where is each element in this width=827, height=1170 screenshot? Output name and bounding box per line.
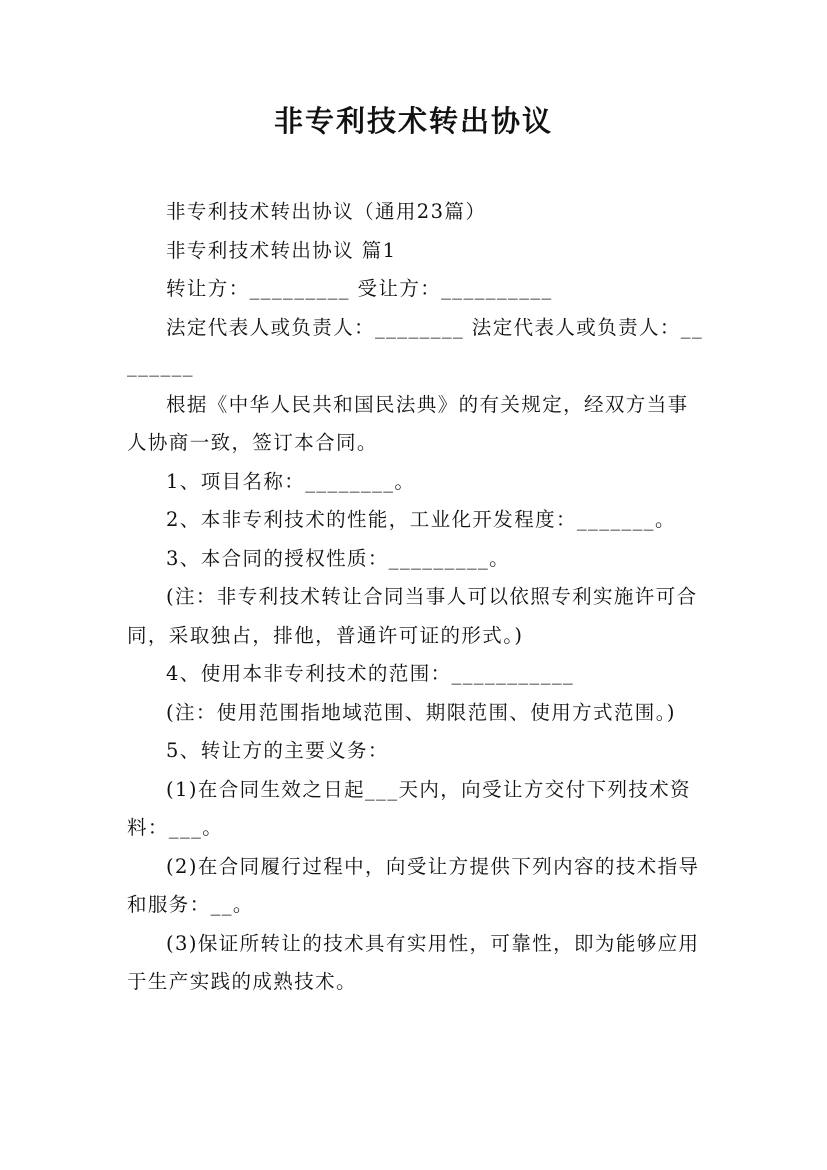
paragraph-item-1: 1、项目名称：________。 bbox=[166, 469, 416, 493]
paragraph-item-5: 5、转让方的主要义务： bbox=[166, 739, 389, 762]
paragraph-obligation-1: (1)在合同生效之日起___天内，向受让方交付下列技术资料：___。 bbox=[127, 777, 692, 839]
document-title: 非专利技术转出协议 bbox=[273, 104, 553, 138]
paragraph-basis: 根据《中华人民共和国民法典》的有关规定，经双方当事人协商一致，签订本合同。 bbox=[127, 392, 689, 454]
paragraph-obligation-2: (2)在合同履行过程中，向受让方提供下列内容的技术指导和服务：__。 bbox=[127, 854, 700, 916]
paragraph-parties: 转让方：_________ 受让方：__________ bbox=[166, 277, 553, 300]
paragraph-item-3: 3、本合同的授权性质：_________。 bbox=[166, 546, 511, 570]
paragraph-obligation-3: (3)保证所转让的技术具有实用性，可靠性，即为能够应用于生产实践的成熟技术。 bbox=[127, 931, 700, 993]
paragraph-item-2: 2、本非专利技术的性能，工业化开发程度：_______。 bbox=[166, 508, 676, 531]
paragraph-note-2: (注：使用范围指地域范围、期限范围、使用方式范围。) bbox=[166, 700, 676, 724]
paragraph-representatives: 法定代表人或负责人：________ 法定代表人或负责人：________ bbox=[127, 315, 704, 377]
document-body bbox=[127, 193, 707, 1002]
paragraph-section-heading: 非专利技术转出协议 篇1 bbox=[166, 238, 397, 262]
paragraph-note-1: (注：非专利技术转让合同当事人可以依照专利实施许可合同，采取独占，排他，普通许可证的形式。) bbox=[127, 585, 698, 647]
paragraph-item-4: 4、使用本非专利技术的范围：___________ bbox=[166, 662, 575, 685]
paragraph-subtitle: 非专利技术转出协议（通用23篇） bbox=[166, 200, 487, 223]
